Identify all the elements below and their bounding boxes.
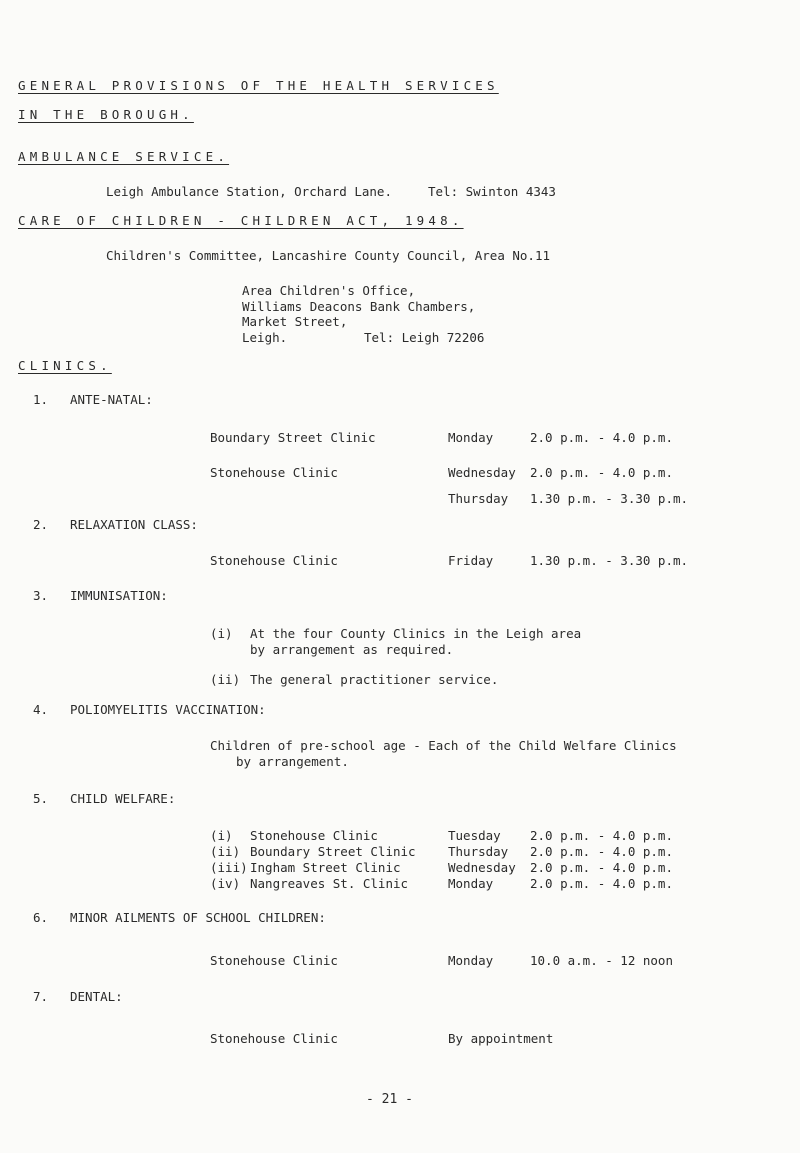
child-welfare-row-1-number: (i) — [210, 828, 233, 843]
ambulance-title: AMBULANCE SERVICE. — [18, 149, 230, 164]
heading-line-2: IN THE BOROUGH. — [18, 107, 194, 122]
immunisation-label: IMMUNISATION: — [70, 588, 168, 603]
care-of-children-title: CARE OF CHILDREN - CHILDREN ACT, 1948. — [18, 213, 464, 228]
antenatal-time-1: 2.0 p.m. - 4.0 p.m. — [530, 430, 673, 445]
address-line-2: Williams Deacons Bank Chambers, — [242, 299, 476, 314]
immunisation-item-2-text: The general practitioner service. — [250, 672, 499, 687]
child-welfare-row-3-day: Wednesday — [448, 860, 516, 875]
dental-clinic: Stonehouse Clinic — [210, 1031, 338, 1046]
clinics-title: CLINICS. — [18, 358, 112, 373]
child-welfare-row-2-time: 2.0 p.m. - 4.0 p.m. — [530, 844, 673, 859]
antenatal-day-1: Monday — [448, 430, 494, 445]
relaxation-day: Friday — [448, 553, 494, 568]
child-welfare-row-1-time: 2.0 p.m. - 4.0 p.m. — [530, 828, 673, 843]
heading-line-1: GENERAL PROVISIONS OF THE HEALTH SERVICES — [18, 78, 499, 93]
office-tel: Tel: Leigh 72206 — [364, 330, 485, 345]
child-welfare-row-4-clinic: Nangreaves St. Clinic — [250, 876, 409, 891]
immunisation-item-1-text: At the four County Clinics in the Leigh area — [250, 626, 582, 641]
ambulance-station: Leigh Ambulance Station, Orchard Lane. — [106, 184, 392, 199]
dental-label: DENTAL: — [70, 989, 123, 1004]
child-welfare-row-4-day: Monday — [448, 876, 494, 891]
antenatal-time-3: 1.30 p.m. - 3.30 p.m. — [530, 491, 689, 506]
polio-label: POLIOMYELITIS VACCINATION: — [70, 702, 266, 717]
address-line-4: Leigh. — [242, 330, 288, 345]
antenatal-day-2: Wednesday — [448, 465, 516, 480]
dental-when: By appointment — [448, 1031, 554, 1046]
minor-ailments-time: 10.0 a.m. - 12 noon — [530, 953, 673, 968]
immunisation-number: 3. — [33, 588, 49, 603]
minor-ailments-clinic: Stonehouse Clinic — [210, 953, 338, 968]
child-welfare-row-4-number: (iv) — [210, 876, 241, 891]
antenatal-clinic-1: Boundary Street Clinic — [210, 430, 376, 445]
child-welfare-row-4-time: 2.0 p.m. - 4.0 p.m. — [530, 876, 673, 891]
child-welfare-row-1-clinic: Stonehouse Clinic — [250, 828, 378, 843]
committee-line: Children's Committee, Lancashire County Council, Area No.11 — [106, 248, 551, 263]
minor-ailments-day: Monday — [448, 953, 494, 968]
child-welfare-row-3-number: (iii) — [210, 860, 248, 875]
child-welfare-row-2-number: (ii) — [210, 844, 241, 859]
antenatal-label: ANTE-NATAL: — [70, 392, 153, 407]
antenatal-time-2: 2.0 p.m. - 4.0 p.m. — [530, 465, 673, 480]
minor-ailments-label: MINOR AILMENTS OF SCHOOL CHILDREN: — [70, 910, 326, 925]
antenatal-clinic-2: Stonehouse Clinic — [210, 465, 338, 480]
dental-number: 7. — [33, 989, 49, 1004]
child-welfare-label: CHILD WELFARE: — [70, 791, 176, 806]
child-welfare-row-1-day: Tuesday — [448, 828, 501, 843]
antenatal-number: 1. — [33, 392, 49, 407]
relaxation-clinic: Stonehouse Clinic — [210, 553, 338, 568]
immunisation-item-2-number: (ii) — [210, 672, 241, 687]
child-welfare-row-2-day: Thursday — [448, 844, 509, 859]
child-welfare-row-3-time: 2.0 p.m. - 4.0 p.m. — [530, 860, 673, 875]
page-number: - 21 - — [366, 1092, 413, 1107]
relaxation-time: 1.30 p.m. - 3.30 p.m. — [530, 553, 689, 568]
child-welfare-number: 5. — [33, 791, 49, 806]
ambulance-tel: Tel: Swinton 4343 — [428, 184, 556, 199]
child-welfare-row-3-clinic: Ingham Street Clinic — [250, 860, 401, 875]
relaxation-number: 2. — [33, 517, 49, 532]
relaxation-label: RELAXATION CLASS: — [70, 517, 198, 532]
polio-text: Children of pre-school age - Each of the Child Welfare Clinics — [210, 738, 677, 753]
address-line-3: Market Street, — [242, 314, 348, 329]
immunisation-item-1-number: (i) — [210, 626, 233, 641]
immunisation-item-1-text-cont: by arrangement as required. — [250, 642, 454, 657]
polio-text-cont: by arrangement. — [236, 754, 349, 769]
antenatal-day-3: Thursday — [448, 491, 509, 506]
address-line-1: Area Children's Office, — [242, 283, 416, 298]
child-welfare-row-2-clinic: Boundary Street Clinic — [250, 844, 416, 859]
minor-ailments-number: 6. — [33, 910, 49, 925]
polio-number: 4. — [33, 702, 49, 717]
